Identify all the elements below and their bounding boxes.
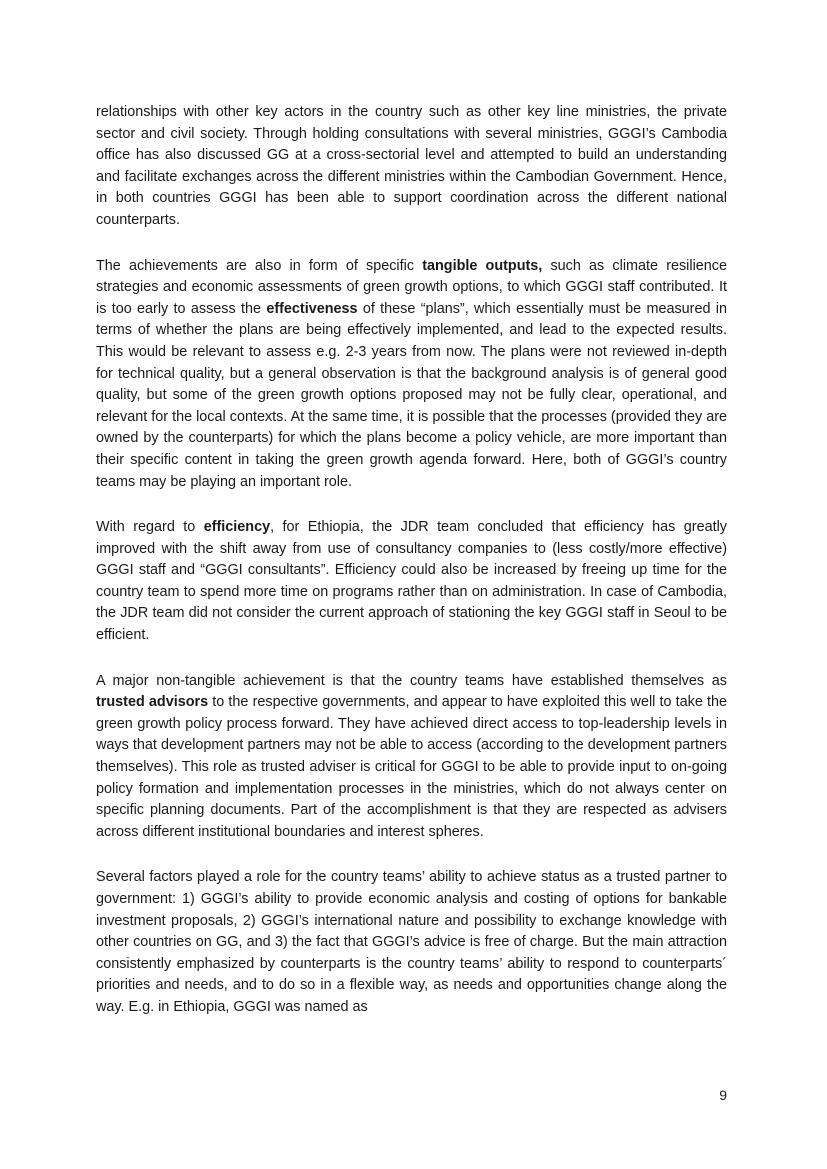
text-segment: of these “plans”, which essentially must be measured in terms of whether the plans are being effectively implemented, and lead to the expected results. This would be relevant to assess e.g. 2-3 years from now. The plans were not reviewed in-depth for technical quality, but a general observation is that the background analysis is of general good quality, but some of the green growth options proposed may not be fully clear, operational, and relevant for the local contexts. At the same time, it is possible that the processes (provided they are owned by the counterparts) for which the plans become a policy vehicle, are more important than their specific content in taking the green growth agenda forward. Here, both of GGGI’s country teams may be playing an important role. [96,300,727,490]
bold-term-tangible-outputs: tangible outputs, [422,257,543,274]
text-segment: to the respective governments, and appear to have exploited this well to take the green growth policy process forward. They have achieved direct access to top-leadership levels in ways that development partners may not be able to access (according to the development partners themselves). This role as trusted adviser is critical for GGGI to be able to provide input to on-going policy formation and implementation processes in the ministries, which do not always center on specific planning documents. Part of the accomplishment is that they are respected as advisers across different institutional boundaries and interest spheres. [96,694,728,840]
paragraph-trusted-advisors [96,671,727,844]
text-segment: A major non-tangible achievement is that the country teams have established themselves as [96,672,727,689]
paragraph-tangible-outputs [96,256,727,494]
text-segment: relationships with other key actors in the country such as other key line ministries, the private sector and civil society. Through holding consultations with several ministries, GGGI’s Cambodia office has also discussed GG at a cross-sectorial level and attempted to build an understanding and facilitate exchanges across the different ministries within the Cambodian Government. Hence, in both countries GGGI has been able to support coordination across the different national counterparts. [96,104,727,228]
page-number: 9 [719,1087,727,1103]
paragraph-success-factors [96,867,727,1018]
bold-term-effectiveness: effectiveness [266,300,358,317]
text-segment: The achievements are also in form of specific [96,257,423,274]
bold-term-trusted-advisors: trusted advisors [96,694,209,711]
bold-term-efficiency: efficiency [203,519,271,536]
text-segment: Several factors played a role for the country teams’ ability to achieve status as a trusted partner to government: 1) GGGI’s ability to provide economic analysis and costing of options for bankable investment proposals, 2) GGGI’s international nature and possibility to exchange knowledge with other countries on GG, and 3) the fact that GGGI’s advice is free of charge. But the main attraction consistently emphasized by counterparts is the country teams’ ability to respond to counterparts´ priorities and needs, and to do so in a flexible way, as needs and opportunities change along the way. E.g. in Ethiopia, GGGI was named as [96,869,727,1015]
text-segment: such as climate resilience strategies and economic assessments of green growth options, to which GGGI staff contributed. It is too early to assess the [96,257,727,317]
page-body [96,102,727,1043]
text-segment: With regard to [96,519,204,536]
text-segment: , for Ethiopia, the JDR team concluded that efficiency has greatly improved with the shift away from use of consultancy companies to (less costly/more effective) GGGI staff and “GGGI consultants”. Efficiency could also be increased by freeing up time for the country team to spend more time on programs rather than on administration. In case of Cambodia, the JDR team did not consider the current approach of stationing the key GGGI staff in Seoul to be efficient. [96,519,727,644]
paragraph-counterparts-coordination [96,102,727,232]
paragraph-efficiency [96,517,727,647]
